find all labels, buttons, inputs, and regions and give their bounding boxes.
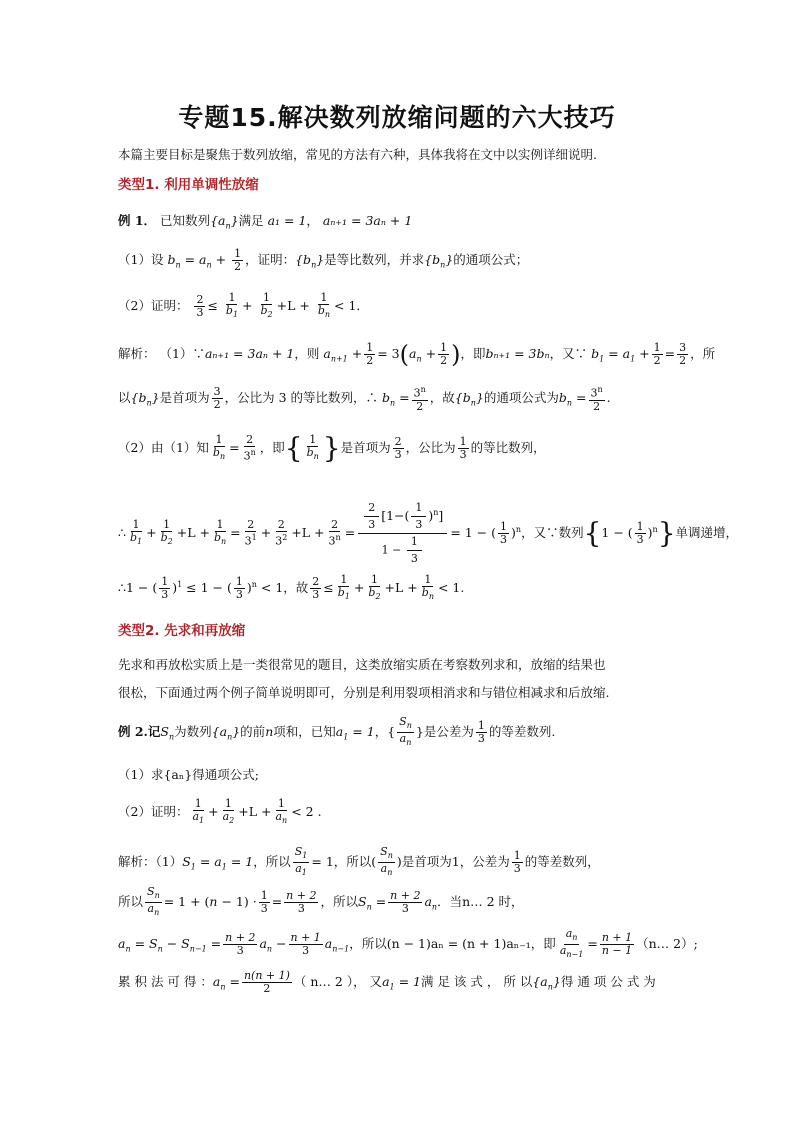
type2-paragraph-line-1: 先求和再放松实质上是一类很常见的题目，这类放缩实质在考察数列求和，放缩的结果也 xyxy=(118,657,606,672)
ex2-solution-line-3: $a_n = S_n - S_{n-1}$ = $\frac{n + 2}{3}$ $a_n$ − $\frac{n + 1}{3}$ $a_{n-1}$，所以(n − 1)aₙ = (n + 1)aₙ₋₁，即 $\frac{a_n}{a_{n-1}}$ = $\frac{n + 1}{n - 1}$ （n… 2）; xyxy=(118,927,698,960)
ex1-solution-line-2: 以$\{b_n\}$是首项为 $\frac{3}{2}$ ，公比为 3 的等比数列，∴ $b_n$ = $\frac{3^n}{2}$ ，故$\{b_n\}$的通项公式为$b_n$ = $\frac{3^n}{2}$ . xyxy=(118,384,611,413)
ex1-final-line: ∴1 − ( $\frac{1}{3}$ )$^1$ ≤ 1 − ( $\frac{1}{3}$ )$^n$ < 1，故 $\frac{2}{3}$ ≤ $\frac{1}{b_1}$ + $\frac{1}{b_2}$ +L + $\frac{1}{b_n}$ < 1. xyxy=(118,573,465,602)
ex2-solution-line-1: 解析：$(1)S_1 = a_1 = 1$，所以 $\frac{S_1}{a_1}$ = 1，所以( $\frac{S_n}{a_n}$ )是首项为1，公差为 $\frac{1}{3}$ 的等差数列， xyxy=(118,845,600,878)
intro-paragraph: 本篇主要目标是聚焦于数列放缩，常见的方法有六种，具体我将在文中以实例详细说明. xyxy=(118,147,597,162)
ex2-solution-line-2: 所以 $\frac{S_n}{a_n}$ = 1 + (n − 1) · $\frac{1}{3}$ = $\frac{n + 2}{3}$ ，所以$S_n$ = $\frac{n + 2}{3}$ $a_n$．当n… 2 时， xyxy=(118,885,524,918)
ex2-question-1: （1）求{aₙ}得通项公式; xyxy=(118,767,259,782)
ex1-question-1: （1）设 $b_n = a_n$ + $\frac{1}{2}$ ，证明：$\{b_n\}$是等比数列，并求$\{b_n\}$的通项公式； xyxy=(118,247,529,273)
page-title: 专题15.解决数列放缩问题的六大技巧 xyxy=(178,103,616,132)
ex2-statement: 例 2.记$S_n$为数列$\{a_n\}$的前n项和，已知$a_1 = 1$，{ $\frac{S_n}{a_n}$ }是公差为 $\frac{1}{3}$ 的等差数列. xyxy=(118,715,556,748)
ex2-question-2: （2）证明： $\frac{1}{a_1}$ + $\frac{1}{a_2}$ +L + $\frac{1}{a_n}$ < 2 . xyxy=(118,797,322,826)
type1-heading: 类型1. 利用单调性放缩 xyxy=(118,177,259,193)
type2-heading: 类型2. 先求和再放缩 xyxy=(118,623,246,639)
type2-paragraph-line-2: 很松，下面通过两个例子简单说明即可，分别是利用裂项相消求和与错位相减求和后放缩. xyxy=(118,685,610,700)
ex1-statement: 例 1． 已知数列$\{a_n\}$满足 a₁ = 1， aₙ₊₁ = 3aₙ + 1 xyxy=(118,213,413,231)
ex1-sum-line: ∴ $\frac{1}{b_1}$ + $\frac{1}{b_2}$ +L + $\frac{1}{b_n}$ = $\frac{2}{3^1}$ + $\frac{2}{3^2}$ +L + $\frac{2}{3^n}$ = $\frac{2}{3}$ [1−( $\frac{1}{3}$ )$^n$] 1 − $\frac{1}{3}$ = 1 − ( $\frac{1}{3}$ )$^n$，又∵数列{1 − ( $\frac{1}{3}$ )$^n$}单调递增， xyxy=(118,501,739,565)
ex2-solution-line-4: 累 积 法 可 得 ：$a_n$ = $\frac{n(n + 1)}{2}$ （ n… 2 ）， 又$a_1 = 1$满 足 该 式 ， 所 以$\{a_n\}$得 通 项 公 式 为 xyxy=(118,969,656,995)
ex1-solution-line-1: 解析： （1）∵aₙ₊₁ = 3aₙ + 1，则 $a_{n+1}$ + $\frac{1}{2}$ = $3(a_n$ + $\frac{1}{2}$ )，即bₙ₊₁ = 3bₙ，又∵ $b_1 = a_1$ + $\frac{1}{2}$ = $\frac{3}{2}$ ，所 xyxy=(118,340,716,369)
ex1-solution-part-2: （2）由（1）知 $\frac{1}{b_n}$ = $\frac{2}{3^n}$ ，即{ $\frac{1}{b_n}$ }是首项为 $\frac{2}{3}$ ，公比为 $\frac{1}{3}$ 的等比数列， xyxy=(118,431,546,465)
ex1-question-2: （2）证明： $\frac{2}{3}$ ≤ $\frac{1}{b_1}$ + $\frac{1}{b_2}$ +L + $\frac{1}{b_n}$ < 1． xyxy=(118,291,369,320)
